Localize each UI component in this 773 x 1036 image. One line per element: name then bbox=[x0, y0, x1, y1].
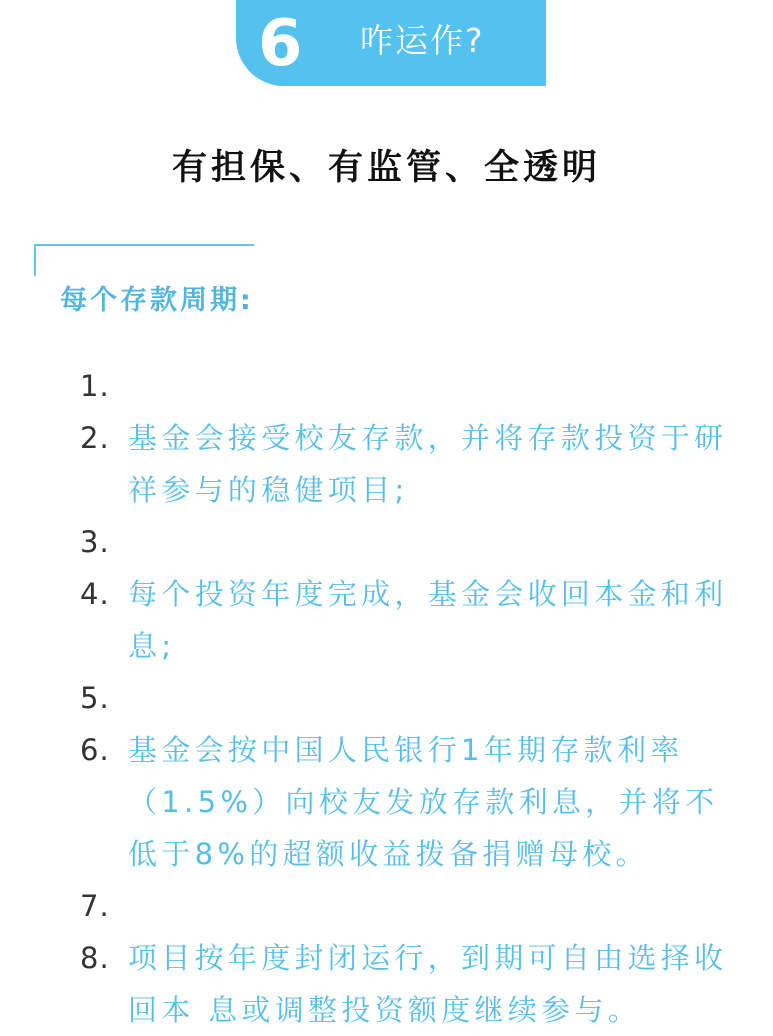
headline: 有担保、有监管、全透明 bbox=[171, 148, 601, 188]
step-text: 每个投资年度完成，基金会收回本金和利息; bbox=[128, 577, 728, 663]
step-item bbox=[80, 932, 740, 1036]
step-text: 项目按年度封闭运行，到期可自由选择收回本 息或调整投资额度继续参与。 bbox=[128, 941, 728, 1027]
step-item bbox=[80, 724, 740, 880]
steps-list bbox=[80, 360, 740, 1036]
step-item bbox=[80, 880, 740, 932]
step-number: 7. bbox=[80, 889, 110, 923]
cycle-subheading: 每个存款周期: bbox=[60, 285, 254, 316]
step-item bbox=[80, 412, 740, 516]
step-text: 基金会接受校友存款，并将存款投资于研祥参与的稳健项目; bbox=[128, 421, 728, 507]
step-text: 基金会按中国人民银行1年期存款利率（1.5%）向校友发放存款利息，并将不低于8%的超额收益拨备捐赠母校。 bbox=[128, 733, 719, 871]
step-item bbox=[80, 568, 740, 672]
step-number: 3. bbox=[80, 525, 110, 559]
section-title: 咋运作? bbox=[360, 21, 485, 60]
step-item bbox=[80, 360, 740, 412]
step-number: 2. bbox=[80, 421, 110, 455]
corner-bracket-vertical bbox=[34, 244, 36, 276]
corner-bracket-horizontal bbox=[34, 244, 254, 246]
step-number: 5. bbox=[80, 681, 110, 715]
step-number: 8. bbox=[80, 941, 110, 975]
step-number: 6. bbox=[80, 733, 110, 767]
step-number: 1. bbox=[80, 369, 110, 403]
section-number: 6 bbox=[258, 7, 303, 81]
step-number: 4. bbox=[80, 577, 110, 611]
step-item bbox=[80, 672, 740, 724]
step-item bbox=[80, 516, 740, 568]
